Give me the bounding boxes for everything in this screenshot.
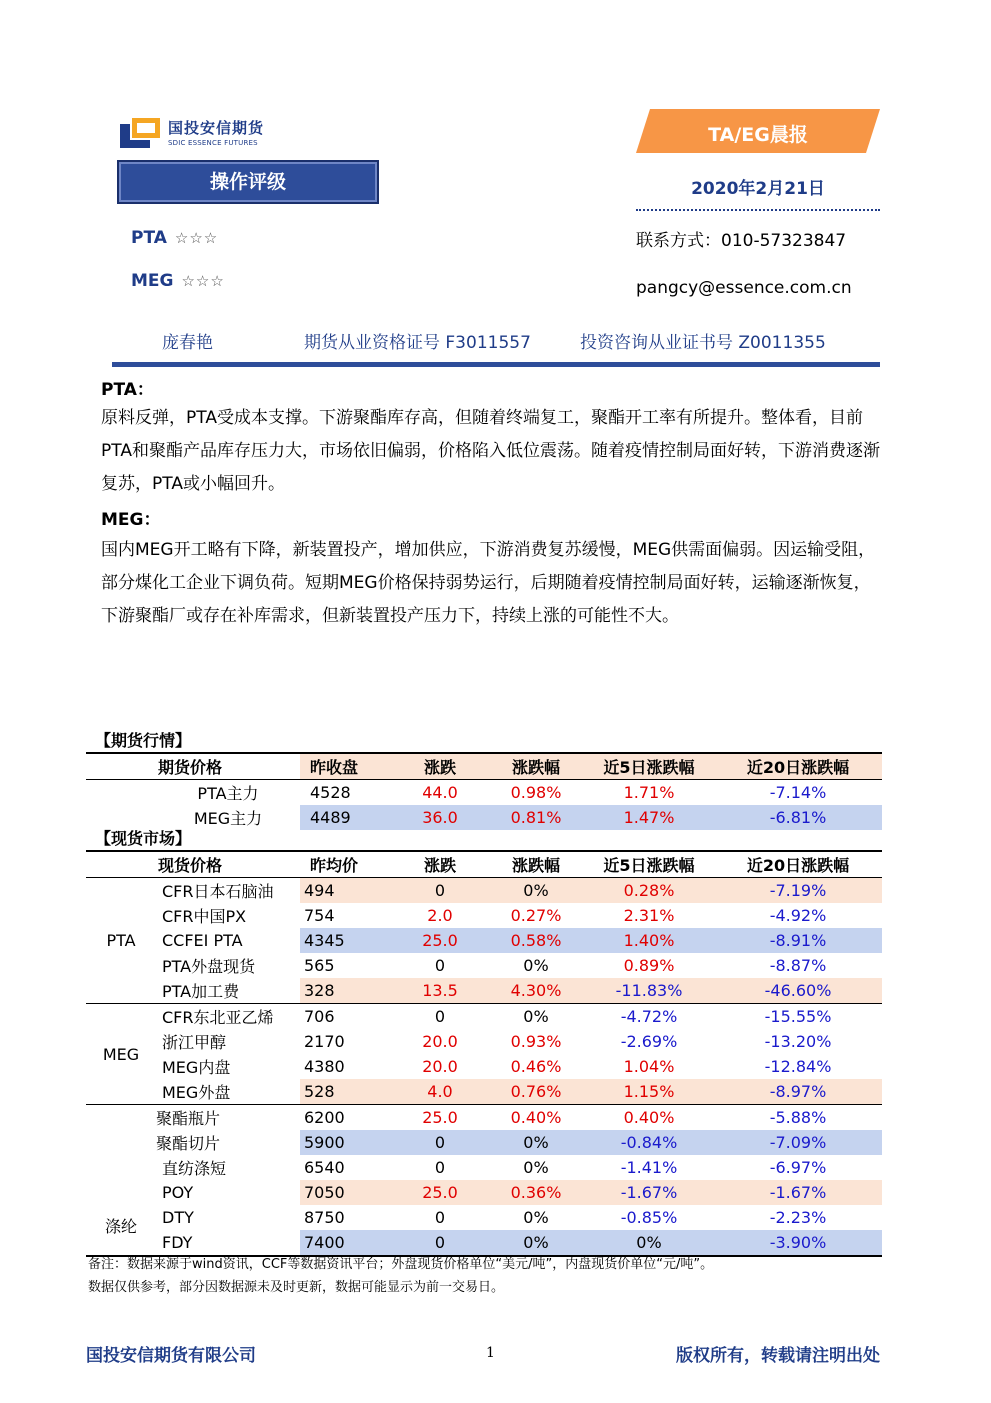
col-header: 现货价格 (158, 856, 223, 875)
row-pct: 0% (488, 1230, 584, 1256)
row-5d: 1.47% (584, 805, 714, 830)
row-price: 8750 (304, 1208, 345, 1227)
table-row (86, 1054, 882, 1079)
row-price: 4345 (300, 928, 392, 953)
row-d5: 0.40% (623, 1108, 675, 1127)
col-header: 涨跌 (392, 753, 488, 780)
row-d20: -7.19% (714, 878, 882, 904)
col-header: 涨跌幅 (511, 856, 560, 875)
meg-section-title: MEG： (101, 510, 161, 530)
page-number: 1 (486, 1345, 495, 1361)
row-d20: -13.20% (764, 1032, 832, 1051)
spot-section-label: 【现货市场】 (95, 829, 192, 848)
table-row (86, 1180, 882, 1205)
col-header: 近20日涨跌幅 (714, 753, 882, 780)
row-chg: 0 (434, 1007, 446, 1026)
col-header: 期货价格 (158, 758, 223, 777)
row-price: 7400 (300, 1230, 392, 1256)
row-pct: 0% (488, 878, 584, 904)
row-d5: -11.83% (584, 978, 714, 1004)
row-d20: -1.67% (714, 1180, 882, 1205)
row-d5: 0.89% (623, 956, 675, 975)
row-price: 565 (304, 956, 335, 975)
row-chg: 0 (434, 1208, 446, 1227)
row-name: PTA加工费 (162, 982, 240, 1001)
table-notes (88, 1253, 888, 1299)
note-line: 备注：数据来源于wind资讯，CCF等数据资讯平台；外盘现货价格单位“美元/吨”，内盘现货价单位“元/吨”。 (88, 1257, 714, 1272)
row-d5: -1.67% (584, 1180, 714, 1205)
row-name: CFR中国PX (162, 907, 247, 926)
table-row (86, 1205, 882, 1230)
row-pct: 0.76% (488, 1079, 584, 1105)
rating-stars: ☆☆☆ (181, 272, 225, 290)
contact-phone: 联系方式：010-57323847 (636, 231, 847, 251)
row-pct: 0% (488, 1130, 584, 1155)
advisory-cert: 投资咨询从业证书号 Z0011355 (580, 333, 826, 353)
futures-table (86, 727, 882, 830)
row-name: MEG主力 (193, 809, 263, 828)
row-chg: 25.0 (422, 1108, 458, 1127)
row-price: 5900 (300, 1130, 392, 1155)
row-d5: 2.31% (623, 906, 675, 925)
pta-section-title: PTA： (101, 380, 154, 400)
row-d20: -15.55% (764, 1007, 832, 1026)
row-d20: -8.87% (769, 956, 827, 975)
row-20d: -7.14% (769, 783, 827, 802)
row-pct: 0.98% (510, 783, 562, 802)
table-row (86, 1155, 882, 1180)
row-price: 706 (304, 1007, 335, 1026)
row-price: 4528 (310, 783, 351, 802)
row-d20: -5.88% (769, 1108, 827, 1127)
row-pct: 0% (523, 1007, 549, 1026)
row-price: 4380 (304, 1057, 345, 1076)
row-d5: -4.72% (620, 1007, 678, 1026)
row-change: 44.0 (422, 783, 458, 802)
row-d5: 0% (584, 1230, 714, 1256)
meg-commentary: 国内MEG开工略有下降，新装置投产，增加供应，下游消费复苏缓慢，MEG供需面偏弱。因运输受阻，部分煤化工企业下调负荷。短期MEG价格保持弱势运行，后期随着疫情控制局面好转，运输逐渐恢复，下游聚酯厂或存在补库需求，但新装置投产压力下，持续上涨的可能性不大。 (101, 540, 876, 626)
row-d20: -2.23% (769, 1208, 827, 1227)
row-price: 6200 (304, 1108, 345, 1127)
row-name: MEG外盘 (162, 1083, 231, 1102)
row-pct: 0.81% (488, 805, 584, 830)
row-5d: 1.71% (623, 783, 675, 802)
row-price: 528 (300, 1079, 392, 1105)
row-d5: -0.85% (620, 1208, 678, 1227)
row-20d: -6.81% (714, 805, 882, 830)
row-name: 直纺涤短 (162, 1159, 227, 1178)
footer-company: 国投安信期货有限公司 (86, 1346, 256, 1366)
dotted-divider (636, 209, 880, 211)
note-line: 数据仅供参考，部分因数据源未及时更新，数据可能显示为前一交易日。 (88, 1280, 505, 1295)
spot-header-row (86, 851, 882, 878)
row-d20: -4.92% (769, 906, 827, 925)
row-d20: -7.09% (714, 1130, 882, 1155)
futures-cert: 期货从业资格证号 F3011557 (304, 333, 531, 353)
logo-mark-icon (120, 116, 162, 150)
row-price: 7050 (300, 1180, 392, 1205)
row-d5: -2.69% (620, 1032, 678, 1051)
row-chg: 0 (392, 1130, 488, 1155)
col-header: 近5日涨跌幅 (603, 856, 695, 875)
futures-section-label: 【期货行情】 (95, 731, 192, 750)
rating-title-box: 操作评级 (117, 160, 379, 204)
logo-chinese-name: 国投安信期货 (168, 119, 265, 137)
table-row (86, 878, 882, 904)
row-d20: -8.91% (714, 928, 882, 953)
row-name: FDY (162, 1233, 193, 1252)
row-chg: 0 (434, 956, 446, 975)
row-price: 754 (304, 906, 335, 925)
row-name: CFR东北亚乙烯 (162, 1008, 274, 1027)
group-label: MEG (102, 1044, 140, 1064)
row-pct: 0.36% (488, 1180, 584, 1205)
row-change: 36.0 (392, 805, 488, 830)
col-header: 涨跌幅 (488, 753, 584, 780)
report-title-banner (636, 109, 880, 153)
row-d5: -0.84% (584, 1130, 714, 1155)
group-label: PTA (106, 931, 136, 950)
pta-commentary: 原料反弹，PTA受成本支撑。下游聚酯库存高，但随着终端复工，聚酯开工率有所提升。整体看，目前PTA和聚酯产品库存压力大，市场依旧偏弱，价格陷入低位震荡。随着疫情控制局面好转，下游消费逐渐复苏，PTA或小幅回升。 (101, 408, 880, 494)
row-name: 聚酯切片 (156, 1134, 221, 1153)
row-d5: 1.15% (584, 1079, 714, 1105)
row-d5: 1.40% (584, 928, 714, 953)
row-pct: 0% (523, 1208, 549, 1227)
row-price: 328 (300, 978, 392, 1004)
row-price: 494 (300, 878, 392, 904)
report-title: TA/EG晨报 (708, 124, 808, 146)
row-chg: 20.0 (422, 1057, 458, 1076)
row-chg: 20.0 (422, 1032, 458, 1051)
spot-table (86, 825, 882, 1257)
row-name: 聚酯瓶片 (156, 1109, 221, 1128)
row-name: PTA主力 (197, 784, 259, 803)
col-header: 近20日涨跌幅 (746, 856, 850, 875)
row-chg: 0 (392, 1230, 488, 1256)
footer-copyright: 版权所有，转载请注明出处 (676, 1346, 880, 1366)
report-date: 2020年2月21日 (691, 179, 825, 199)
table-row (86, 903, 882, 928)
row-d20: -46.60% (714, 978, 882, 1004)
rating-meg (131, 271, 225, 291)
contact-email: pangcy@essence.com.cn (636, 278, 852, 298)
row-chg: 2.0 (427, 906, 453, 925)
table-row (86, 953, 882, 978)
table-row (86, 1004, 882, 1030)
table-row (86, 1130, 882, 1155)
row-pct: 4.30% (488, 978, 584, 1004)
row-pct: 0% (523, 1158, 549, 1177)
row-chg: 0 (392, 878, 488, 904)
row-price: 2170 (304, 1032, 345, 1051)
rating-product: MEG (131, 271, 174, 291)
col-header: 昨收盘 (300, 753, 392, 780)
row-pct: 0% (523, 956, 549, 975)
row-pct: 0.27% (510, 906, 562, 925)
row-d5: 1.04% (623, 1057, 675, 1076)
row-chg: 0 (434, 1158, 446, 1177)
spot-rows (86, 878, 882, 1257)
row-price: 4489 (300, 805, 392, 830)
row-pct: 0.93% (510, 1032, 562, 1051)
row-d5: 0.28% (584, 878, 714, 904)
row-chg: 4.0 (392, 1079, 488, 1105)
table-row (86, 780, 882, 806)
row-pct: 0.46% (510, 1057, 562, 1076)
row-name: PTA外盘现货 (162, 957, 256, 976)
row-d20: -3.90% (714, 1230, 882, 1256)
row-name: MEG内盘 (162, 1058, 231, 1077)
futures-header-row (86, 753, 882, 780)
group-label: 涤纶 (104, 1217, 137, 1236)
header-rule (112, 362, 880, 367)
row-name: 浙江甲醇 (162, 1033, 227, 1052)
row-chg: 25.0 (392, 1180, 488, 1205)
logo-english-name: SDIC ESSENCE FUTURES (168, 139, 258, 147)
row-d20: -6.97% (769, 1158, 827, 1177)
table-row (86, 1079, 882, 1105)
row-chg: 25.0 (392, 928, 488, 953)
author-name: 庞春艳 (162, 333, 213, 353)
company-logo (120, 114, 290, 154)
row-name: DTY (162, 1208, 194, 1227)
row-name: CCFEI PTA (162, 931, 243, 950)
row-pct: 0.58% (488, 928, 584, 953)
col-header: 昨均价 (310, 856, 359, 875)
row-pct: 0.40% (510, 1108, 562, 1127)
row-price: 6540 (304, 1158, 345, 1177)
row-name: POY (162, 1183, 194, 1202)
rating-stars: ☆☆☆ (174, 229, 219, 247)
row-d5: -1.41% (620, 1158, 678, 1177)
rating-product: PTA (131, 228, 167, 248)
table-row (86, 1029, 882, 1054)
col-header: 近5日涨跌幅 (584, 753, 714, 780)
table-row (86, 928, 882, 953)
row-d20: -8.97% (714, 1079, 882, 1105)
row-name: CFR日本石脑油 (162, 882, 274, 901)
row-chg: 13.5 (392, 978, 488, 1004)
table-row (86, 978, 882, 1004)
col-header: 涨跌 (423, 856, 456, 875)
table-row (86, 1105, 882, 1131)
rating-pta (131, 228, 218, 248)
row-d20: -12.84% (764, 1057, 832, 1076)
